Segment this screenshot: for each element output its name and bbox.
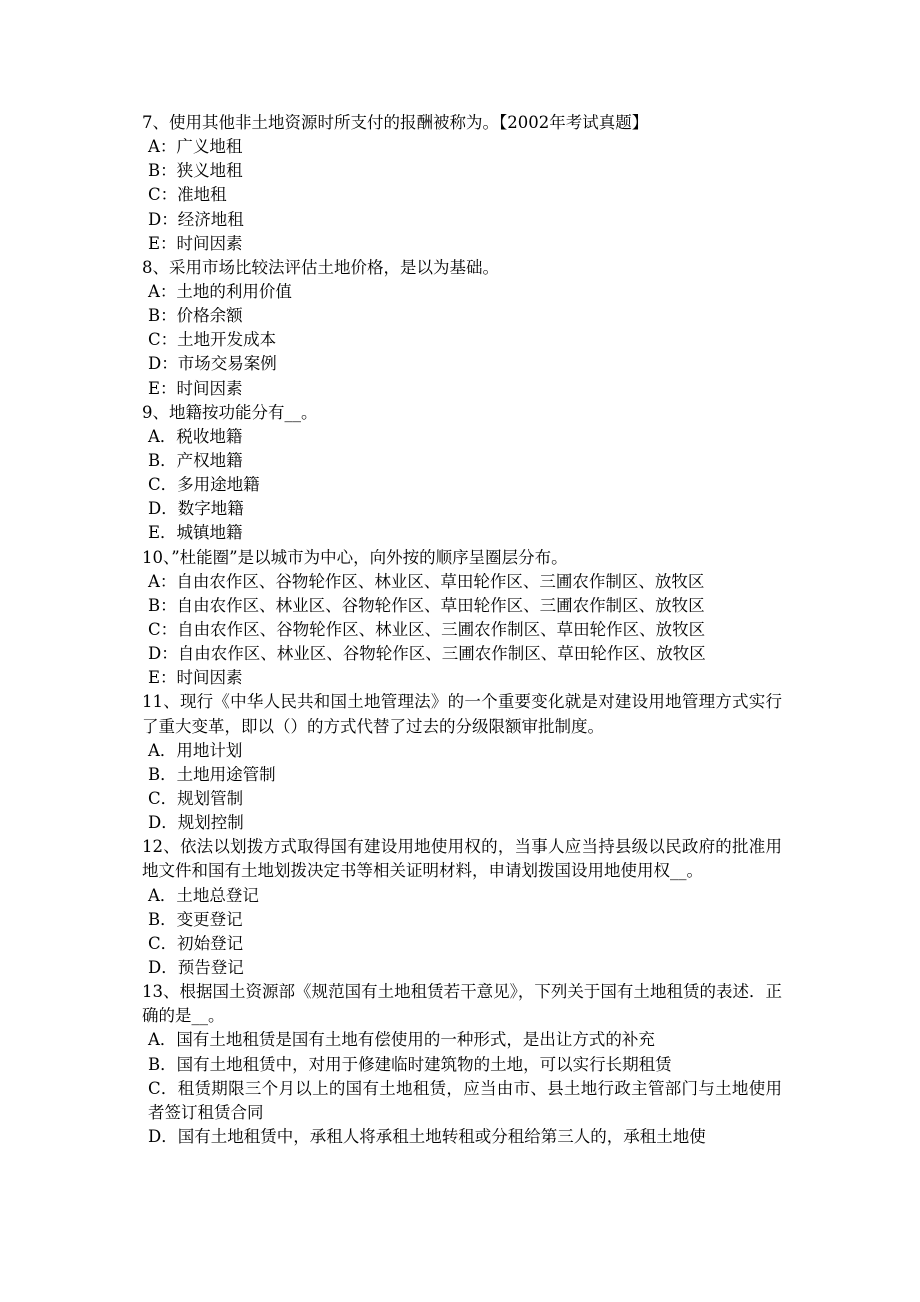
option: C．初始登记 xyxy=(148,933,244,953)
question-13: 13、根据国土资源部《规范国有土地租赁若干意见》，下列关于国有土地租赁的表述．正确的是__。 xyxy=(142,982,782,1026)
option: A：土地的利用价值 xyxy=(148,281,292,301)
option: C：土地开发成本 xyxy=(148,330,277,350)
option: D．预告登记 xyxy=(148,957,244,977)
option: D．数字地籍 xyxy=(148,499,244,519)
exam-content xyxy=(142,111,782,1149)
question-12: 12、依法以划拨方式取得国有建设用地使用权的，当事人应当持县级以民政府的批准用地文件和国有土地划拨决定书等相关证明材料，申请划拨国设用地使用权__。 xyxy=(142,837,782,881)
option: E．城镇地籍 xyxy=(148,523,243,543)
option: A．土地总登记 xyxy=(148,885,259,905)
question-9: 9、地籍按功能分有__。 xyxy=(142,402,318,422)
option: A：广义地租 xyxy=(148,137,243,157)
option: C．租赁期限三个月以上的国有土地租赁，应当由市、县土地行政主管部门与土地使用者签订租赁合同 xyxy=(148,1078,782,1122)
option: B：自由农作区、林业区、谷物轮作区、草田轮作区、三圃农作制区、放牧区 xyxy=(148,595,705,615)
question-8: 8、采用市场比较法评估土地价格，是以为基础。 xyxy=(142,257,499,277)
option: E：时间因素 xyxy=(148,378,243,398)
option: D：经济地租 xyxy=(148,209,244,229)
option: A：自由农作区、谷物轮作区、林业区、草田轮作区、三圃农作制区、放牧区 xyxy=(148,571,705,591)
option: B：价格余额 xyxy=(148,306,243,326)
option: A．国有土地租赁是国有土地有偿使用的一种形式，是出让方式的补充 xyxy=(148,1030,655,1050)
option: D．国有土地租赁中，承租人将承租土地转租或分租给第三人的，承租土地使 xyxy=(148,1127,706,1147)
option: C．多用途地籍 xyxy=(148,475,260,495)
question-10: 10、”杜能圈”是以城市为中心，向外按的顺序呈圈层分布。 xyxy=(142,547,568,567)
option: B：狭义地租 xyxy=(148,161,243,181)
option: A．税收地籍 xyxy=(148,426,243,446)
option: B．土地用途管制 xyxy=(148,764,276,784)
option: D．规划控制 xyxy=(148,813,244,833)
option: B．国有土地租赁中，对用于修建临时建筑物的土地，可以实行长期租赁 xyxy=(148,1054,672,1074)
option: E：时间因素 xyxy=(148,668,243,688)
option: B．产权地籍 xyxy=(148,450,243,470)
option: E：时间因素 xyxy=(148,233,243,253)
option: D：市场交易案例 xyxy=(148,354,277,374)
option: B．变更登记 xyxy=(148,909,243,929)
question-7: 7、使用其他非土地资源时所支付的报酬被称为。【2002年考试真题】 xyxy=(142,113,649,132)
option: A．用地计划 xyxy=(148,740,243,760)
option: D：自由农作区、林业区、谷物轮作区、三圃农作制区、草田轮作区、放牧区 xyxy=(148,644,706,664)
question-11: 11、现行《中华人民共和国土地管理法》的一个重要变化就是对建设用地管理方式实行了重大变革，即以（）的方式代替了过去的分级限额审批制度。 xyxy=(142,692,782,736)
option: C：自由农作区、谷物轮作区、林业区、三圃农作制区、草田轮作区、放牧区 xyxy=(148,619,706,639)
option: C．规划管制 xyxy=(148,788,244,808)
option: C：准地租 xyxy=(148,185,227,205)
